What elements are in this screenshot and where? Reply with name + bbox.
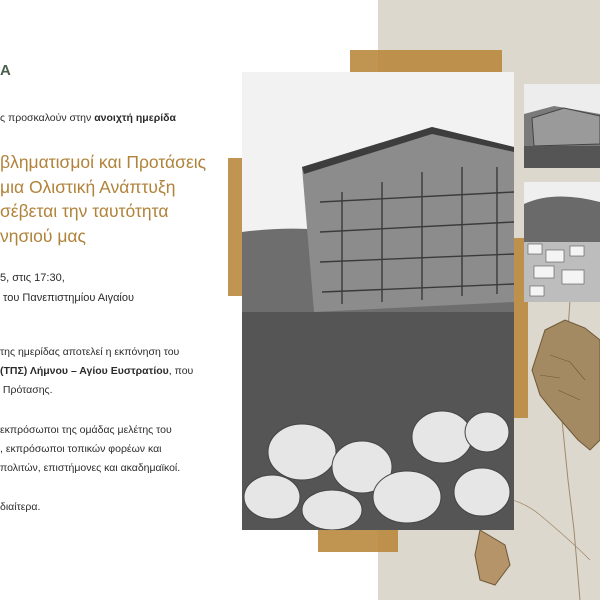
paragraph-purpose	[0, 343, 193, 400]
stone-ruin-photo	[524, 84, 600, 168]
village-hillside-photo	[524, 182, 600, 302]
paragraph-closing: διαίτερα.	[0, 501, 41, 513]
paragraph-purpose-pre: της ημερίδας αποτελεί η εκπόνηση του	[0, 346, 180, 358]
stone-house-photo	[242, 72, 514, 530]
event-date-venue: 5, στις 17:30, του Πανεπιστημίου Αιγαίου	[0, 272, 135, 304]
invitation-line	[0, 112, 176, 124]
paragraph-speakers: εκπρόσωποι της ομάδας μελέτης του , εκπρόσωποι τοπικών φορέων και πολιτών, επιστήμονες και ακαδημαϊκοί.	[0, 424, 181, 474]
paragraph-purpose-plan: (ΤΠΣ) Λήμνου – Αγίου Ευστρατίου	[0, 365, 169, 377]
paragraph-purpose-post: , που Πρότασης.	[2, 365, 194, 396]
invitation-event-type: ανοιχτή ημερίδα	[94, 112, 176, 124]
text-column	[0, 0, 250, 600]
brand-fragment: Α	[0, 62, 12, 79]
event-title: βληματισμοί και Προτάσεις μια Ολιστική Ανάπτυξη σέβεται την ταυτότητα νησιού μας	[0, 152, 207, 246]
invitation-prefix: ς προσκαλούν στην	[0, 112, 95, 124]
